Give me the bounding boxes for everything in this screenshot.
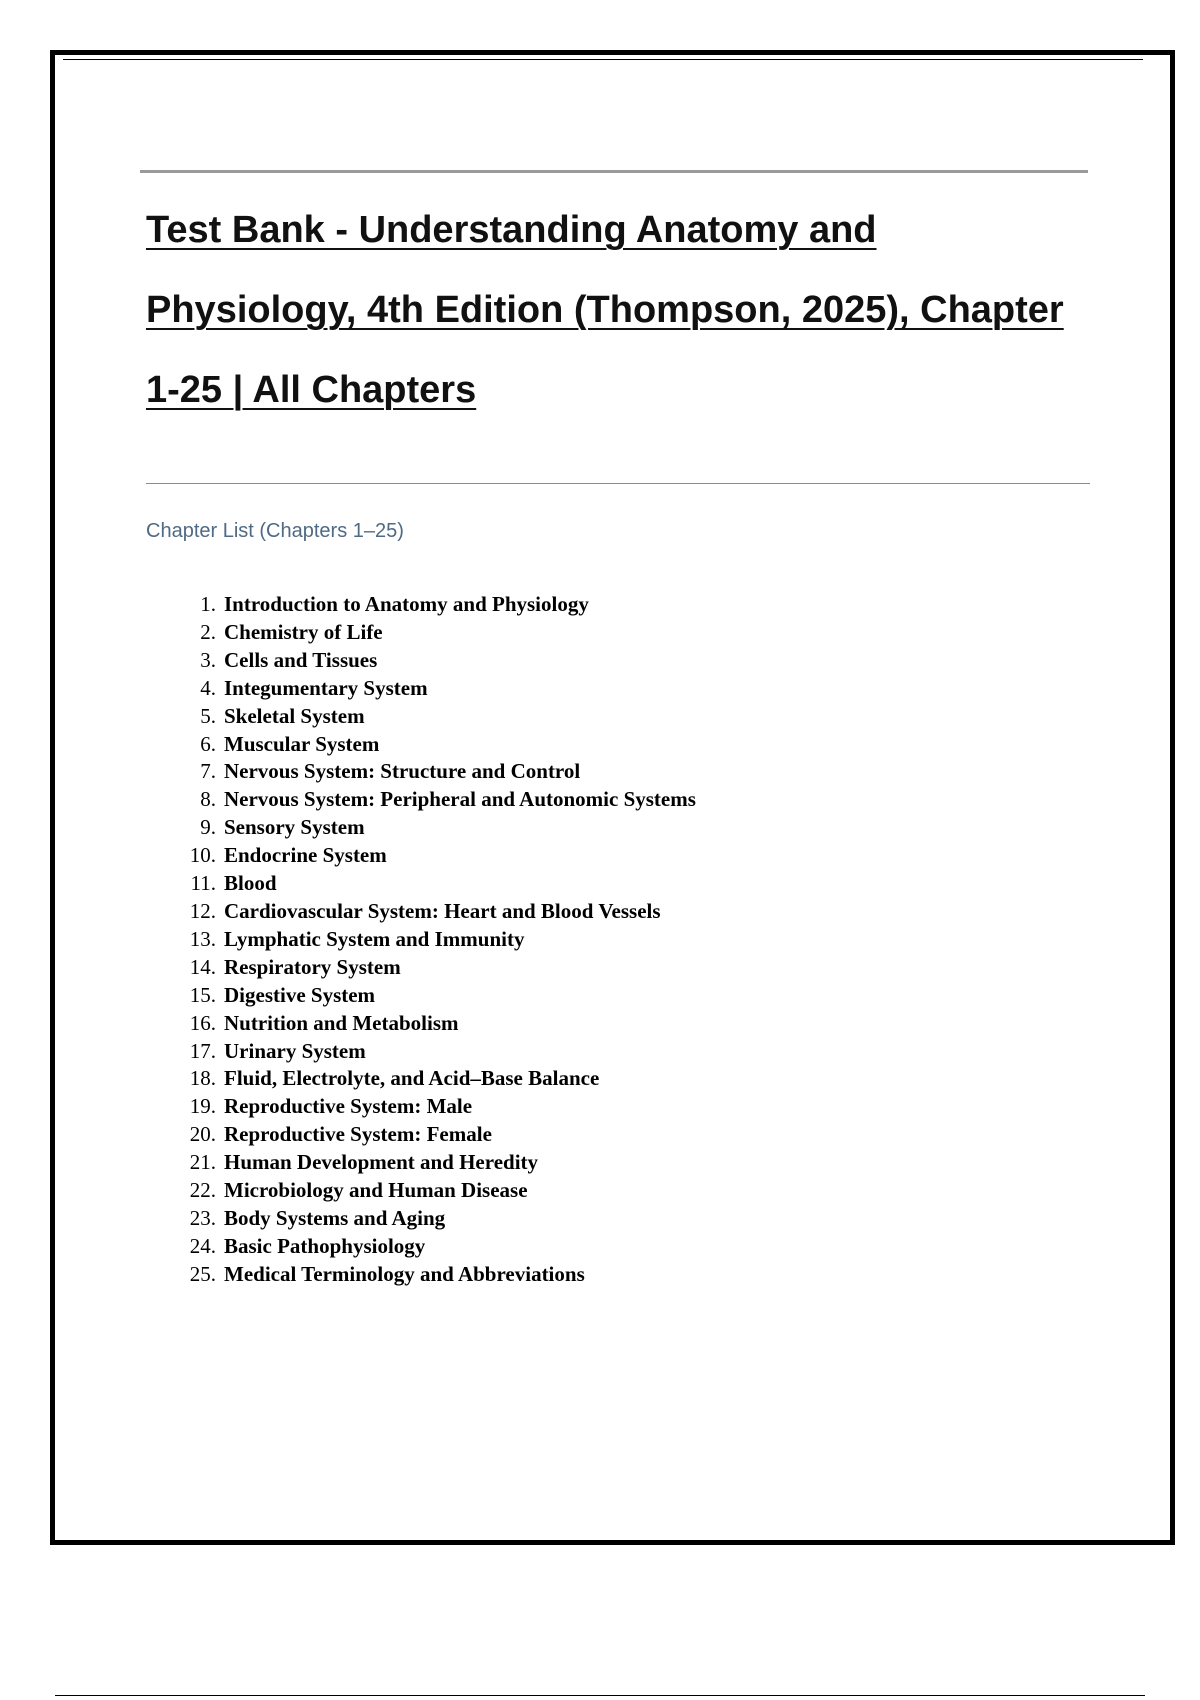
chapter-number: 14. [189, 954, 216, 979]
chapter-title: Respiratory System [224, 954, 401, 979]
chapter-number: 15. [189, 982, 216, 1007]
chapter-number: 19. [189, 1094, 216, 1119]
chapter-number: 16. [189, 1010, 216, 1035]
chapter-title: Nutrition and Metabolism [224, 1010, 459, 1035]
chapter-number: 23. [189, 1205, 216, 1230]
chapter-number: 2. [200, 619, 216, 644]
chapter-title: Basic Pathophysiology [224, 1233, 426, 1258]
chapter-list-heading: Chapter List (Chapters 1–25) [146, 520, 404, 542]
chapter-number: 18. [189, 1066, 216, 1091]
chapter-number: 8. [200, 787, 216, 812]
chapter-list [176, 591, 696, 1289]
chapter-item [176, 1038, 696, 1066]
chapter-number: 17. [189, 1038, 216, 1063]
chapter-number: 22. [189, 1178, 216, 1203]
chapter-title: Sensory System [224, 815, 365, 840]
chapter-number: 3. [200, 647, 216, 672]
chapter-item [176, 1065, 696, 1093]
chapter-title: Medical Terminology and Abbreviations [224, 1261, 585, 1286]
chapter-item [176, 647, 696, 675]
chapter-title: Fluid, Electrolyte, and Acid–Base Balance [224, 1066, 600, 1091]
chapter-item [176, 731, 696, 759]
chapter-title: Lymphatic System and Immunity [224, 926, 525, 951]
chapter-title: Integumentary System [224, 675, 428, 700]
chapter-item [176, 814, 696, 842]
frame-top-inner-line [63, 59, 1143, 60]
chapter-number: 10. [189, 843, 216, 868]
chapter-title: Endocrine System [224, 843, 387, 868]
chapter-number: 11. [190, 871, 216, 896]
chapter-item [176, 1121, 696, 1149]
chapter-item [176, 1093, 696, 1121]
chapter-item [176, 758, 696, 786]
chapter-number: 1. [200, 592, 216, 616]
title-line-3: 1-25 | All Chapters [146, 369, 477, 411]
chapter-item [176, 1177, 696, 1205]
chapter-title: Microbiology and Human Disease [224, 1178, 528, 1203]
top-horizontal-rule [140, 170, 1088, 173]
chapter-title: Introduction to Anatomy and Physiology [224, 592, 589, 616]
chapter-title: Reproductive System: Female [224, 1122, 492, 1147]
chapter-item [176, 786, 696, 814]
chapter-title: Chemistry of Life [224, 619, 383, 644]
chapter-number: 25. [189, 1261, 216, 1286]
document-title [146, 190, 1096, 430]
chapter-number: 6. [200, 731, 216, 756]
chapter-title: Urinary System [224, 1038, 366, 1063]
title-line-1: Test Bank - Understanding Anatomy and [146, 209, 877, 251]
chapter-item [176, 619, 696, 647]
chapter-title: Blood [224, 871, 277, 896]
chapter-number: 7. [200, 759, 216, 784]
chapter-title: Reproductive System: Male [224, 1094, 473, 1119]
chapter-item [176, 926, 696, 954]
chapter-number: 5. [200, 703, 216, 728]
chapter-item [176, 1149, 696, 1177]
chapter-title: Body Systems and Aging [224, 1205, 446, 1230]
chapter-item [176, 954, 696, 982]
chapter-title: Nervous System: Peripheral and Autonomic Systems [224, 787, 696, 812]
title-line-2: Physiology, 4th Edition (Thompson, 2025), Chapter [146, 289, 1064, 331]
footer-rule [55, 1695, 1145, 1696]
chapter-item [176, 675, 696, 703]
chapter-item [176, 870, 696, 898]
chapter-item [176, 1205, 696, 1233]
chapter-title: Cardiovascular System: Heart and Blood Vessels [224, 898, 661, 923]
chapter-number: 24. [189, 1233, 216, 1258]
chapter-item [176, 1261, 696, 1289]
chapter-item [176, 1010, 696, 1038]
chapter-title: Nervous System: Structure and Control [224, 759, 581, 784]
middle-horizontal-rule [146, 483, 1090, 484]
chapter-item [176, 703, 696, 731]
chapter-number: 12. [189, 898, 216, 923]
chapter-number: 13. [189, 926, 216, 951]
chapter-title: Skeletal System [224, 703, 365, 728]
chapter-title: Cells and Tissues [224, 647, 378, 672]
chapter-item [176, 1233, 696, 1261]
chapter-number: 21. [189, 1150, 216, 1175]
chapter-item [176, 842, 696, 870]
chapter-title: Muscular System [224, 731, 380, 756]
chapter-item [176, 982, 696, 1010]
chapter-title: Digestive System [224, 982, 376, 1007]
chapter-number: 9. [200, 815, 216, 840]
chapter-item [176, 898, 696, 926]
chapter-number: 4. [200, 675, 216, 700]
chapter-number: 20. [189, 1122, 216, 1147]
chapter-item [176, 591, 696, 619]
chapter-title: Human Development and Heredity [224, 1150, 539, 1175]
